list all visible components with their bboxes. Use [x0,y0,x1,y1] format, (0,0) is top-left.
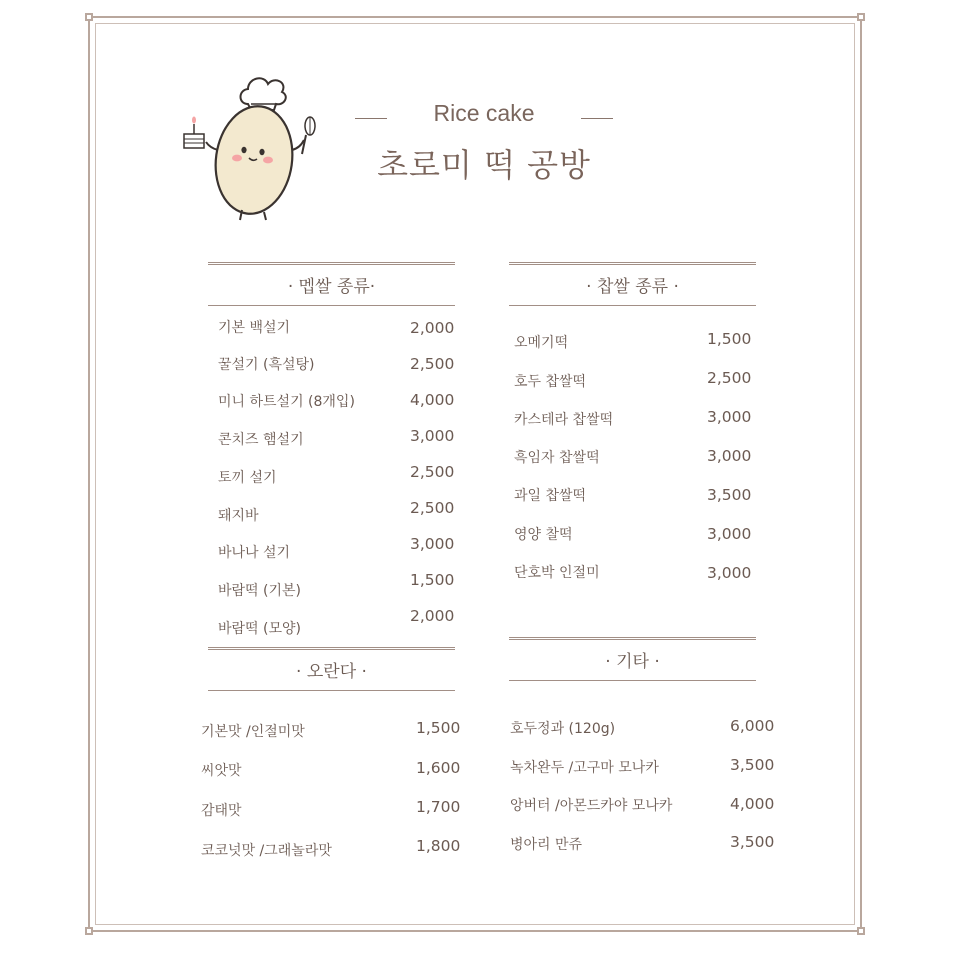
menu-item-name: 녹차완두 /고구마 모나카 [510,760,659,776]
menu-item-price: 3,500 [730,756,775,774]
menu-item-name: 꿀설기 (흑설탕) [218,357,315,373]
menu-item-price: 3,000 [410,427,455,445]
menu-item-price: 2,500 [410,463,455,481]
section-label: · 기타 · [605,652,660,672]
menu-item-name: 미니 하트설기 (8개입) [218,394,355,410]
menu-item-name: 토끼 설기 [218,470,277,486]
menu-item-price: 1,500 [707,330,752,348]
subtitle-block [355,100,613,132]
menu-item-price: 3,000 [410,535,455,553]
menu-item-name: 오메기떡 [514,335,569,351]
menu-item-name: 영양 찰떡 [514,527,573,543]
menu-item-name: 감태맛 [201,803,242,819]
menu-item-price: 4,000 [730,795,775,813]
section-header-gita [509,637,756,681]
subtitle: Rice cake [433,100,535,126]
subtitle-right-line [581,118,613,119]
menu-item-name: 돼지바 [218,508,259,524]
menu-item-name: 카스테라 찹쌀떡 [514,412,614,428]
frame-corner [857,927,865,935]
menu-item-name: 호두 찹쌀떡 [514,374,587,390]
section-header-mepssal [208,262,455,306]
section-label: · 멥쌀 종류· [287,277,376,297]
rice-chef-mascot-icon [176,64,326,224]
menu-item-price: 3,000 [707,408,752,426]
menu-item-price: 3,000 [707,447,752,465]
menu-item-name: 단호박 인절미 [514,565,600,581]
frame-corner [85,927,93,935]
menu-item-price: 2,500 [410,499,455,517]
menu-item-name: 흑임자 찹쌀떡 [514,450,600,466]
menu-item-name: 병아리 만쥬 [510,837,583,853]
menu-item-price: 4,000 [410,391,455,409]
menu-item-name: 씨앗맛 [201,763,242,779]
menu-item-price: 1,500 [410,571,455,589]
menu-item-name: 코코넛맛 /그래놀라맛 [201,843,332,859]
section-header-chapssal [509,262,756,306]
menu-item-price: 3,500 [707,486,752,504]
menu-item-price: 6,000 [730,717,775,735]
frame-corner [857,13,865,21]
menu-item-name: 호두정과 (120g) [510,721,616,737]
menu-item-name: 바람떡 (기본) [218,583,301,599]
menu-item-price: 1,600 [416,759,461,777]
menu-item-name: 바람떡 (모양) [218,621,301,637]
shop-title: 초로미 떡 공방 [377,146,591,184]
menu-item-name: 기본 백설기 [218,320,291,336]
menu-item-price: 3,500 [730,833,775,851]
section-header-oranda [208,647,455,691]
menu-item-name: 과일 찹쌀떡 [514,488,587,504]
frame-corner [85,13,93,21]
menu-item-price: 1,500 [416,719,461,737]
menu-item-price: 2,500 [410,355,455,373]
menu-item-name: 콘치즈 햄설기 [218,432,304,448]
menu-item-name: 기본맛 /인절미맛 [201,724,305,740]
menu-item-price: 1,800 [416,837,461,855]
menu-item-price: 2,000 [410,607,455,625]
menu-item-price: 3,000 [707,564,752,582]
menu-item-price: 1,700 [416,798,461,816]
menu-item-name: 앙버터 /아몬드카야 모나카 [510,798,673,814]
menu-item-price: 2,000 [410,319,455,337]
menu-item-name: 바나나 설기 [218,545,291,561]
menu-item-price: 3,000 [707,525,752,543]
section-label: · 찹쌀 종류 · [586,277,679,297]
menu-item-price: 2,500 [707,369,752,387]
section-label: · 오란다 · [296,662,367,682]
